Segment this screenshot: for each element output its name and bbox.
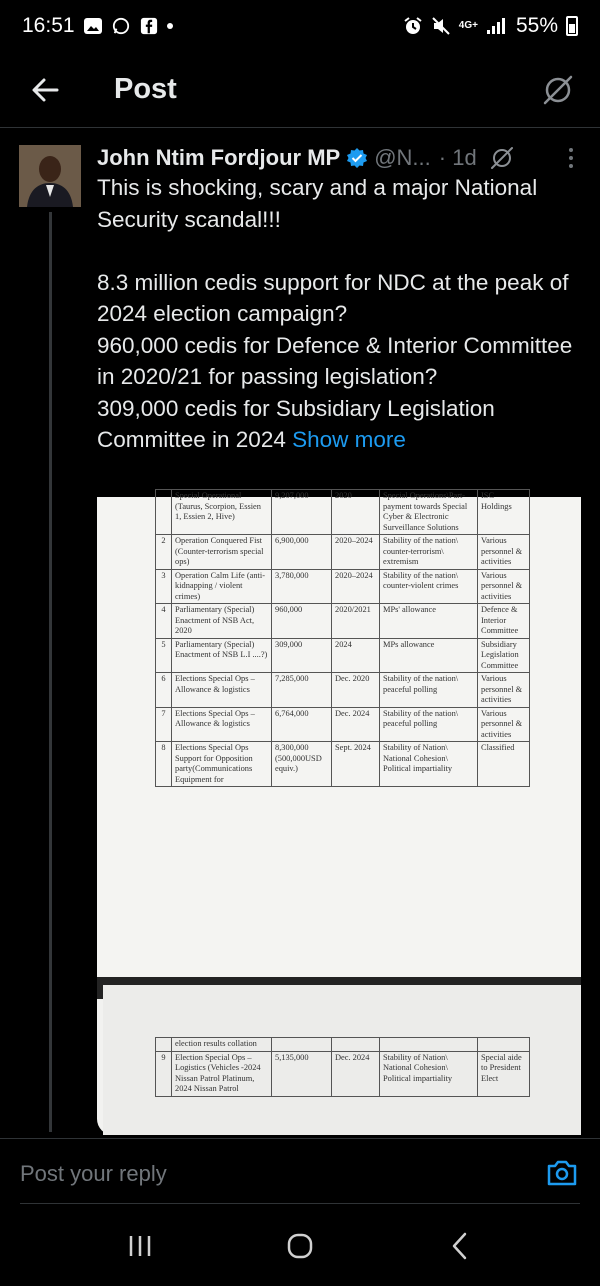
table-cell-amt: 5,135,000 [272, 1051, 332, 1096]
camera-icon[interactable] [546, 1157, 578, 1189]
table-cell-amt: 9,207,000 [272, 490, 332, 535]
whatsapp-notification-icon [111, 17, 131, 35]
page-title: Post [114, 73, 177, 105]
table-row [156, 638, 530, 673]
table-cell-op: election results collation [172, 1038, 272, 1052]
post-age: · 1d [438, 145, 477, 170]
table-cell-yr: 2020–2024 [332, 535, 380, 570]
table-cell-op: Elections Special Ops – Allowance & logistics [172, 707, 272, 742]
table-cell-yr: 2020 [332, 490, 380, 535]
back-button[interactable] [20, 65, 70, 115]
table-row [156, 673, 530, 708]
table-cell-no: 5 [156, 638, 172, 673]
table-cell-no: 7 [156, 707, 172, 742]
table-row [156, 1038, 530, 1052]
gallery-notification-icon [83, 17, 103, 35]
table-cell-ben: Various personnel & activities [478, 569, 530, 604]
budget-table-page-2 [155, 1037, 530, 1097]
table-cell-purpose: Stability of the nation\ peaceful polling [380, 707, 478, 742]
table-cell-no: 4 [156, 604, 172, 639]
table-cell-purpose: MPs allowance [380, 638, 478, 673]
table-cell-purpose: Stability of the nation\ counter-violent crimes [380, 569, 478, 604]
table-cell-ben: Defence & Interior Committee [478, 604, 530, 639]
table-cell-yr: 2020–2024 [332, 569, 380, 604]
table-cell-purpose: Stability of Nation\ National Cohesion\ Political impartiality [380, 1051, 478, 1096]
signal-icon [486, 17, 508, 35]
status-right [403, 14, 578, 38]
post-body [97, 172, 589, 456]
table-cell-no [156, 490, 172, 535]
table-row [156, 1051, 530, 1096]
post-text-line: 8.3 million cedis support for NDC at the peak of 2024 election campaign? [97, 269, 569, 326]
table-cell-purpose: Stability of the nation\ counter-terrorism\ extremism [380, 535, 478, 570]
table-cell-op: Special Operational (Taurus, Scorpion, Essien 1, Essien 2, Hive) [172, 490, 272, 535]
table-cell-no: 8 [156, 742, 172, 787]
author-name[interactable]: John Ntim Fordjour MP [97, 145, 341, 170]
arrow-left-icon [31, 78, 59, 102]
post-text-line: 960,000 cedis for Defence & Interior Committee in 2020/21 for passing legislation? [97, 332, 573, 389]
document-page-1 [97, 491, 581, 977]
table-cell-yr: Dec. 2020 [332, 673, 380, 708]
table-cell-amt: 6,900,000 [272, 535, 332, 570]
grok-button[interactable] [538, 70, 578, 110]
more-vertical-icon [569, 148, 573, 152]
table-cell-no: 3 [156, 569, 172, 604]
table-cell-yr: 2020/2021 [332, 604, 380, 639]
table-cell-ben [478, 1038, 530, 1052]
document-page-2 [103, 985, 581, 1135]
table-row [156, 535, 530, 570]
table-cell-amt: 309,000 [272, 638, 332, 673]
table-cell-amt: 7,285,000 [272, 673, 332, 708]
paragraph-gap [97, 235, 589, 267]
post-media-image[interactable] [97, 491, 581, 1135]
facebook-notification-icon [139, 17, 159, 35]
table-cell-op: Operation Calm Life (anti-kidnapping / violent crimes) [172, 569, 272, 604]
system-nav-bar [0, 1206, 600, 1286]
more-notifications-icon [167, 23, 173, 29]
table-row [156, 490, 530, 535]
table-cell-yr: Dec. 2024 [332, 707, 380, 742]
table-cell-no [156, 1038, 172, 1052]
more-options-button[interactable] [559, 146, 583, 170]
avatar-image [19, 145, 81, 207]
table-cell-yr: 2024 [332, 638, 380, 673]
reply-divider [20, 1203, 580, 1204]
table-cell-amt: 6,764,000 [272, 707, 332, 742]
top-app-bar [0, 52, 600, 128]
thread-line [49, 212, 52, 1132]
table-row [156, 707, 530, 742]
post-text-line [97, 393, 589, 456]
table-cell-amt: 3,780,000 [272, 569, 332, 604]
post-author-row [97, 140, 587, 176]
grok-icon[interactable] [489, 145, 515, 171]
table-cell-yr: Sept. 2024 [332, 742, 380, 787]
grok-icon [541, 73, 575, 107]
table-cell-ben: Various personnel & activities [478, 535, 530, 570]
table-cell-ben: Special aide to President Elect [478, 1051, 530, 1096]
home-button[interactable] [280, 1226, 320, 1266]
post-text-line: This is shocking, scary and a major National Security scandal!!! [97, 175, 538, 232]
recents-icon [126, 1234, 154, 1258]
author-avatar[interactable] [19, 145, 81, 207]
table-cell-op: Parliamentary (Special) Enactment of NSB L.I ....?) [172, 638, 272, 673]
table-cell-amt: 8,300,000 (500,000USD equiv.) [272, 742, 332, 787]
battery-percent: 55% [515, 14, 558, 37]
reply-input[interactable]: Post your reply [20, 1161, 167, 1186]
table-cell-ben: Classified [478, 742, 530, 787]
mute-icon [431, 16, 451, 36]
table-row [156, 569, 530, 604]
status-left [22, 14, 173, 38]
table-cell-purpose: Special Operations\Part-payment towards Special Cyber & Electronic Surveillance Solutions [380, 490, 478, 535]
table-cell-no: 2 [156, 535, 172, 570]
table-cell-op: Operation Conquered Fist (Counter-terrorism special ops) [172, 535, 272, 570]
table-cell-purpose: MPs' allowance [380, 604, 478, 639]
nav-back-button[interactable] [440, 1226, 480, 1266]
post-text-last: 309,000 cedis for Subsidiary Legislation Committee in 2024 [97, 395, 495, 452]
table-cell-purpose [380, 1038, 478, 1052]
network-type: 4G+ [458, 20, 478, 31]
nav-back-icon [450, 1232, 470, 1260]
table-cell-no: 9 [156, 1051, 172, 1096]
status-time: 16:51 [22, 14, 75, 37]
table-row [156, 742, 530, 787]
table-cell-op: Parliamentary (Special) Enactment of NSB Act, 2020 [172, 604, 272, 639]
reply-bar [0, 1138, 600, 1206]
budget-table-page-1 [155, 489, 530, 787]
alarm-icon [403, 16, 423, 36]
show-more-link[interactable]: Show more [292, 427, 406, 452]
table-cell-ben: Various personnel & activities [478, 673, 530, 708]
author-handle[interactable]: @N... [374, 145, 431, 170]
table-cell-purpose: Stability of the nation\ peaceful polling [380, 673, 478, 708]
table-row [156, 604, 530, 639]
table-cell-purpose: Stability of Nation\ National Cohesion\ Political impartiality [380, 742, 478, 787]
table-cell-ben: ISC Holdings [478, 490, 530, 535]
table-cell-op: Election Special Ops – Logistics (Vehicles -2024 Nissan Patrol Platinum, 2024 Nissan Patrol [172, 1051, 272, 1096]
table-cell-amt [272, 1038, 332, 1052]
table-cell-ben: Subsidiary Legislation Committee [478, 638, 530, 673]
home-icon [286, 1232, 314, 1260]
table-cell-yr: Dec. 2024 [332, 1051, 380, 1096]
status-bar [0, 0, 600, 52]
table-cell-op: Elections Special Ops – Allowance & logistics [172, 673, 272, 708]
battery-icon [566, 16, 578, 36]
recents-button[interactable] [120, 1226, 160, 1266]
table-cell-op: Elections Special Ops Support for Opposition party(Communications Equipment for [172, 742, 272, 787]
verified-badge-icon [346, 147, 368, 169]
table-cell-ben: Various personnel & activities [478, 707, 530, 742]
table-cell-yr [332, 1038, 380, 1052]
table-cell-no: 6 [156, 673, 172, 708]
table-cell-amt: 960,000 [272, 604, 332, 639]
